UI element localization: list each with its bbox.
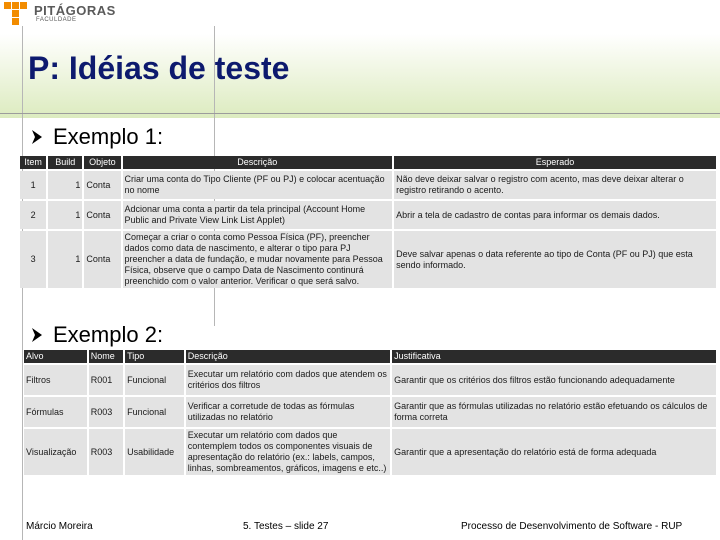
- header-cell: Tipo: [125, 350, 184, 363]
- table-header-row: [20, 156, 716, 169]
- footer-author: Márcio Moreira: [26, 521, 93, 532]
- cell-item: 2: [20, 201, 46, 229]
- page-title: P: Idéias de teste: [28, 50, 290, 86]
- cell-description: Criar uma conta do Tipo Cliente (PF ou PJ) e colocar acentuação no nome: [123, 171, 393, 199]
- cell-name: R001: [89, 365, 123, 395]
- cell-description: Verificar a corretude de todas as fórmulas utilizadas no relatório: [186, 397, 390, 427]
- cell-build: 1: [48, 231, 82, 288]
- section-label: Exemplo 1:: [53, 124, 164, 149]
- cell-expected: Deve salvar apenas o data referente ao tipo de Conta (PF ou PJ) que esta sendo informado.: [394, 231, 716, 288]
- header-cell: Build: [48, 156, 82, 169]
- cell-build: 1: [48, 201, 82, 229]
- cell-justification: Garantir que os critérios dos filtros estão funcionando adequadamente: [392, 365, 716, 395]
- logo-name: PITÁGORAS: [34, 3, 116, 18]
- header-cell: Objeto: [84, 156, 120, 169]
- cell-expected: Não deve deixar salvar o registro com acento, mas deve deixar alterar o registro retirando o acento.: [394, 171, 716, 199]
- cell-item: 1: [20, 171, 46, 199]
- cell-name: R003: [89, 429, 123, 475]
- cell-description: Executar um relatório com dados que contemplem todos os componentes visuais de apresentação do relatório (ex.: labels, campos, linhas, sombreamentos, gráficos, imagens e etc..): [186, 429, 390, 475]
- table-row: [24, 365, 716, 395]
- header-cell: Alvo: [24, 350, 87, 363]
- header-cell: Justificativa: [392, 350, 716, 363]
- header-cell: Descrição: [186, 350, 390, 363]
- arrow-bullet-icon: [31, 125, 43, 141]
- footer-course: Processo de Desenvolvimento de Software - RUP: [461, 521, 683, 532]
- cell-description: Adcionar uma conta a partir da tela principal (Account Home Public and Private View Link List Applet): [123, 201, 393, 229]
- cell-description: Executar um relatório com dados que atendem os critérios dos filtros: [186, 365, 390, 395]
- table-row: [20, 231, 716, 288]
- cell-justification: Garantir que a apresentação do relatório está de forma adequada: [392, 429, 716, 475]
- cell-expected: Abrir a tela de cadastro de contas para informar os demais dados.: [394, 201, 716, 229]
- table-header-row: [24, 350, 716, 363]
- cell-justification: Garantir que as fórmulas utilizadas no relatório estão efetuando os cálculos de forma correta: [392, 397, 716, 427]
- cell-target: Fórmulas: [24, 397, 87, 427]
- header-cell: Descrição: [123, 156, 393, 169]
- test-ideas-table-1: [18, 154, 718, 290]
- cell-type: Funcional: [125, 365, 184, 395]
- cell-type: Funcional: [125, 397, 184, 427]
- table-row: [20, 201, 716, 229]
- header-cell: Nome: [89, 350, 123, 363]
- cell-object: Conta: [84, 201, 120, 229]
- section-heading-1: [31, 124, 163, 150]
- arrow-bullet-icon: [31, 323, 43, 339]
- decor-line-horizontal: [0, 113, 720, 114]
- cell-object: Conta: [84, 231, 120, 288]
- cell-target: Filtros: [24, 365, 87, 395]
- footer-slide-number: 5. Testes – slide 27: [243, 521, 329, 532]
- cell-build: 1: [48, 171, 82, 199]
- faculty-logo: [4, 2, 144, 26]
- table-row: [24, 397, 716, 427]
- logo-subtitle: FACULDADE: [36, 17, 77, 23]
- header-cell: Item: [20, 156, 46, 169]
- header-cell: Esperado: [394, 156, 716, 169]
- section-label: Exemplo 2:: [53, 322, 164, 347]
- cell-item: 3: [20, 231, 46, 288]
- cell-object: Conta: [84, 171, 120, 199]
- cell-type: Usabilidade: [125, 429, 184, 475]
- cell-name: R003: [89, 397, 123, 427]
- table-row: [20, 171, 716, 199]
- cell-target: Visualização: [24, 429, 87, 475]
- section-heading-2: [31, 322, 163, 348]
- table-row: [24, 429, 716, 475]
- test-ideas-table-2: [22, 348, 718, 477]
- logo-mark-icon: [4, 2, 28, 26]
- cell-description: Começar a criar o conta como Pessoa Física (PF), preencher dados como data de nascimento, e alterar o tipo para PJ preencher a data de fundação, e mudar novamente para Pessoa Física, observe que o campo Data de Nascimento continurá preenchido com o valor anterior. Verificar o que será salvo.: [123, 231, 393, 288]
